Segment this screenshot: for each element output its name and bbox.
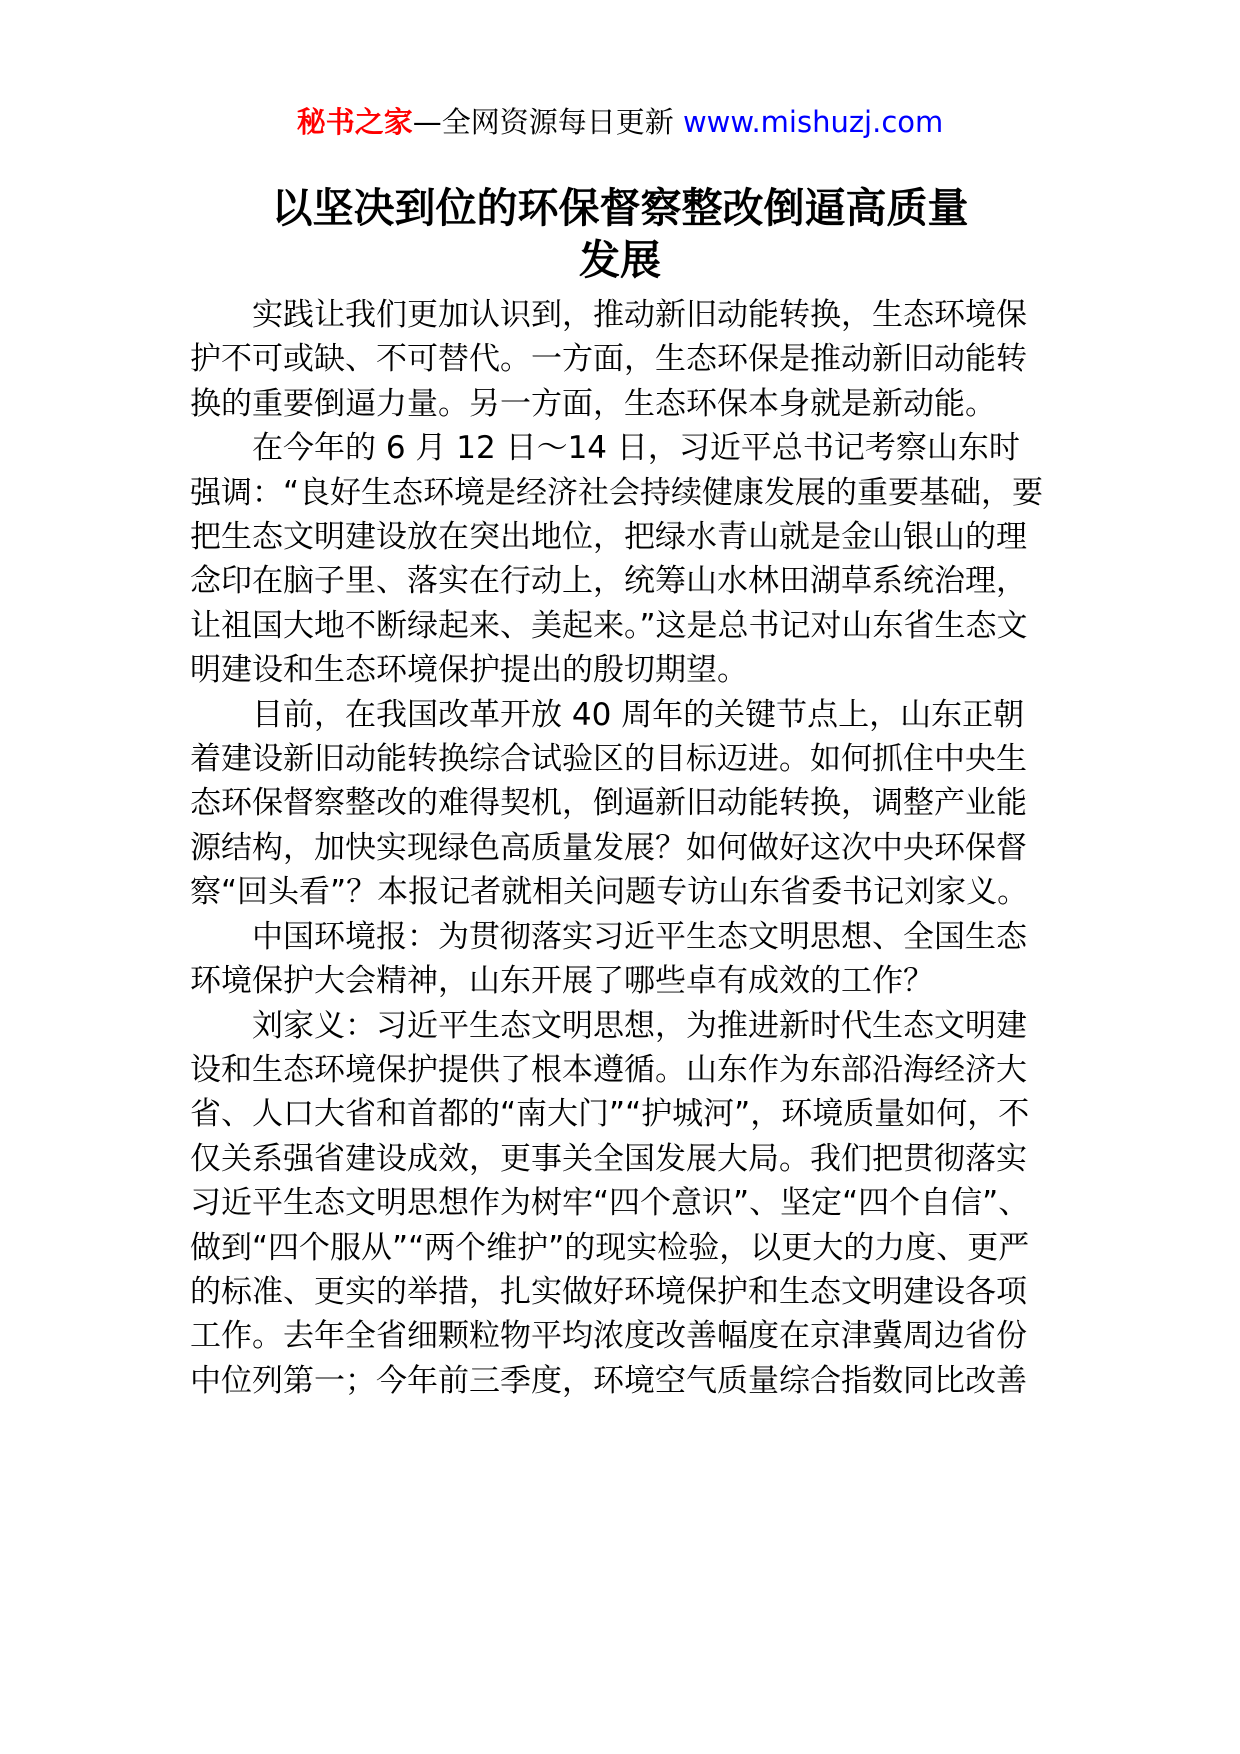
site-url-link[interactable]: www.mishuzj.com xyxy=(682,105,944,139)
paragraph-answer: 刘家义：习近平生态文明思想，为推进新时代生态文明建设和生态环境保护提供了根本遵循。山东作为东部沿海经济大省、人口大省和首都的“南大门”“护城河”，环境质量如何，不仅关系强省建设成效，更事关全国发展大局。我们把贯彻落实习近平生态文明思想作为树牢“四个意识”、坚定“四个自信”、做到“四个服从”“两个维护”的现实检验，以更大的力度、更严的标准、更实的举措，扎实做好环境保护和生态文明建设各项工作。去年全省细颗粒物平均浓度改善幅度在京津冀周边省份中位列第一；今年前三季度，环境空气质量综合指数同比改善 xyxy=(190,1007,1030,1399)
paragraph-context: 目前，在我国改革开放 40 周年的关键节点上，山东正朝着建设新旧动能转换综合试验区的目标迈进。如何抓住中央生态环保督察整改的难得契机，倒逼新旧动能转换，调整产业能源结构，加快实现绿色高质量发展？如何做好这次中央环保督察“回头看”？本报记者就相关问题专访山东省委书记刘家义。 xyxy=(190,696,1029,911)
header-tagline: —全网资源每日更新 xyxy=(412,105,683,139)
brand-name: 秘书之家 xyxy=(296,105,413,139)
article-title-line-2: 发展 xyxy=(579,236,661,284)
paragraph-intro: 实践让我们更加认识到，推动新旧动能转换，生态环境保护不可或缺、不可替代。一方面，生态环保是推动新旧动能转换的重要倒逼力量。另一方面，生态环保本身就是新动能。 xyxy=(190,297,1027,422)
paragraph-question: 中国环境报：为贯彻落实习近平生态文明思想、全国生态环境保护大会精神，山东开展了哪些卓有成效的工作？ xyxy=(190,918,1027,1000)
site-header xyxy=(0,102,1240,142)
article-body xyxy=(190,293,1050,1403)
article-title-line-1: 以坚决到位的环保督察整改倒逼高质量 xyxy=(271,184,969,232)
article-title xyxy=(180,182,1060,286)
paragraph-xi-quote: 在今年的 6 月 12 日～14 日，习近平总书记考察山东时强调：“良好生态环境是经济社会持续健康发展的重要基础，要把生态文明建设放在突出地位，把绿水青山就是金山银山的理念印在脑子里、落实在行动上，统筹山水林田湖草系统治理，让祖国大地不断绿起来、美起来。”这是总书记对山东省生态文明建设和生态环境保护提出的殷切期望。 xyxy=(190,430,1044,689)
